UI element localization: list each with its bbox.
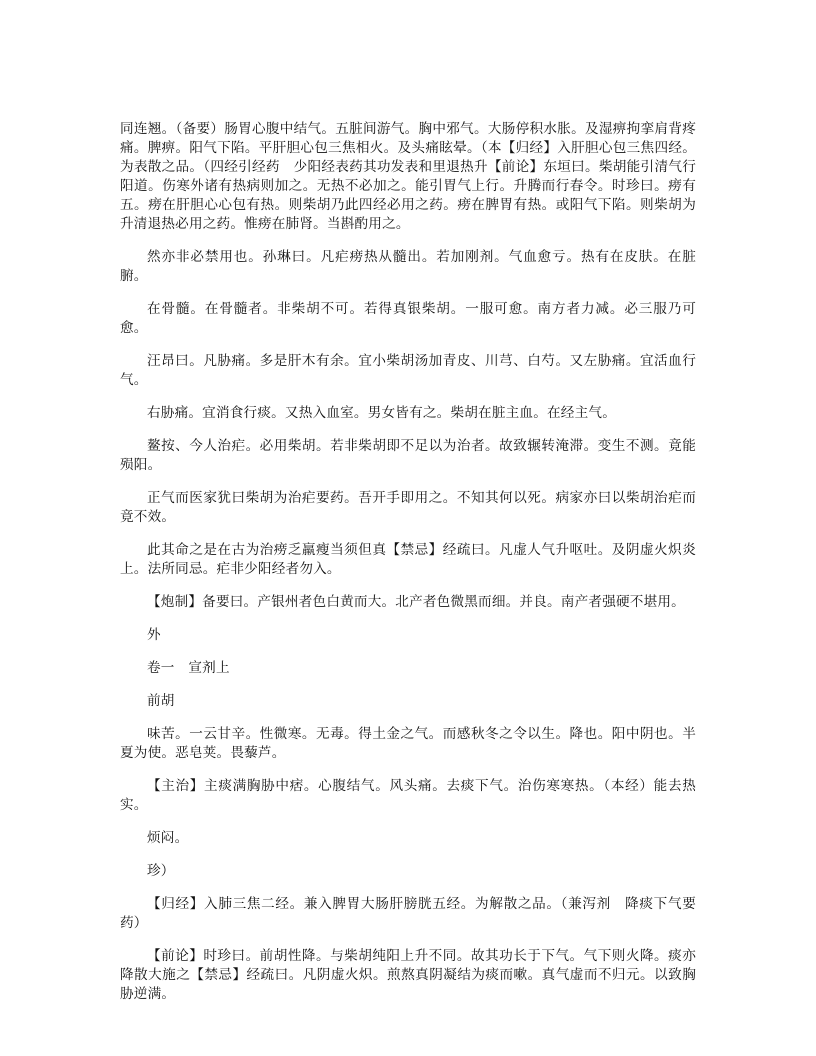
paragraph-13: 味苦。一云甘辛。性微寒。无毒。得土金之气。而感秋冬之令以生。降也。阳中阴也。半夏为使。恶皂荚。畏藜芦。	[120, 726, 696, 761]
paragraph-15: 烦闷。	[147, 830, 189, 846]
paragraph-2: 然亦非必禁用也。孙琳曰。凡疟痨热从髓出。若加刚剂。气血愈亏。热有在皮肤。在脏腑。	[120, 249, 696, 284]
paragraph-8: 此其命之是在古为治痨乏羸瘦当须但真【禁忌】经疏曰。凡虚人气升呕吐。及阴虚火炽炎上。法所同忌。疟非少阳经者勿入。	[120, 542, 696, 577]
paragraph-7: 正气而医家犹曰柴胡为治疟要药。吾开手即用之。不知其何以死。病家亦曰以柴胡治疟而竟不效。	[120, 490, 696, 525]
section-heading: 卷一 宣剂上	[147, 660, 230, 676]
paragraph-10: 外	[147, 627, 161, 643]
paragraph-16: 珍）	[147, 863, 175, 879]
document-body	[120, 120, 696, 1018]
paragraph-5: 右胁痛。宜消食行痰。又热入血室。男女皆有之。柴胡在脏主血。在经主气。	[147, 405, 616, 421]
paragraph-3: 在骨髓。在骨髓者。非柴胡不可。若得真银柴胡。一服可愈。南方者力减。必三服乃可愈。	[120, 301, 696, 336]
paragraph-9: 【炮制】备要曰。产银州者色白黄而大。北产者色微黑而细。并良。南产者强硬不堪用。	[147, 594, 685, 610]
paragraph-6: 鳌按、今人治疟。必用柴胡。若非柴胡即不足以为治者。故致辗转淹滞。变生不测。竟能殒阳。	[120, 438, 696, 473]
paragraph-4: 汪昂曰。凡胁痛。多是肝木有余。宜小柴胡汤加青皮、川芎、白芍。又左胁痛。宜活血行气。	[120, 353, 696, 388]
paragraph-1: 同连翘。（备要）肠胃心腹中结气。五脏间游气。胸中邪气。大肠停积水胀。及湿痹拘挛肩背疼痛。脾痹。阳气下陷。平肝胆心包三焦相火。及头痛眩晕。（本【归经】入肝胆心包三焦四经。为表散之品。（四经引经药 少阳经表药其功发表和里退热升【前论】东垣曰。柴胡能引清气行阳道。伤寒外诸有热病则加之。无热不必加之。能引胃气上行。升腾而行春令。时珍曰。痨有五。痨在肝胆心心包有热。则柴胡乃此四经必用之药。痨在脾胃有热。或阳气下陷。则柴胡为升清退热必用之药。惟痨在肺肾。当斟酌用之。	[120, 121, 696, 232]
paragraph-17: 【归经】入肺三焦二经。兼入脾胃大肠肝膀胱五经。为解散之品。（兼泻剂 降痰下气要药）	[120, 896, 696, 931]
herb-title: 前胡	[147, 693, 175, 709]
paragraph-18: 【前论】时珍曰。前胡性降。与柴胡纯阳上升不同。故其功长于下气。气下则火降。痰亦降散大施之【禁忌】经疏曰。凡阴虚火炽。煎熬真阴凝结为痰而嗽。真气虚而不归元。以致胸胁逆满。	[120, 948, 696, 1002]
paragraph-14: 【主治】主痰满胸胁中痞。心腹结气。风头痛。去痰下气。治伤寒寒热。（本经）能去热实。	[120, 778, 696, 813]
